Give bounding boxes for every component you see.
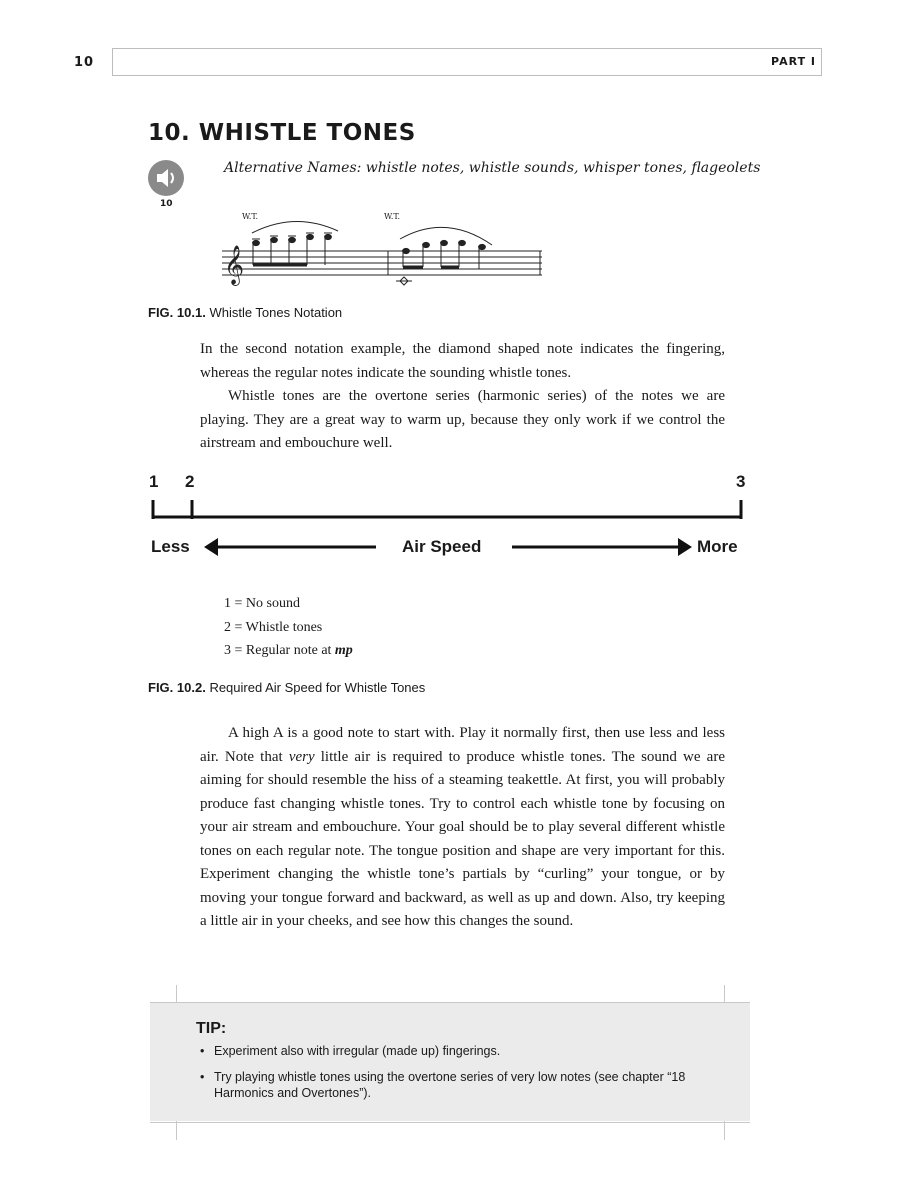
figure-number-2: FIG. 10.2. [148,680,206,695]
notation-marking-2: W.T. [384,212,401,221]
intro-paragraphs [200,338,725,456]
figure-caption-text-1: Whistle Tones Notation [209,305,343,320]
tip-item: • Experiment also with irregular (made up) fingerings. [200,1043,720,1059]
dynamic-marking: mp [334,643,353,658]
running-header-bar [112,48,822,76]
notation-marking-1: W.T. [242,212,259,221]
scale-point-2: 2 [185,472,195,491]
guide-line [150,1122,750,1123]
figure-caption-2 [148,680,425,695]
scale-point-1: 1 [149,472,159,491]
scale-label-air-speed: Air Speed [402,537,482,556]
legend-item: 1 = No sound [224,596,300,611]
scale-legend [224,592,353,663]
figure-caption-1 [148,305,342,320]
figure-caption-text-2: Required Air Speed for Whistle Tones [209,680,426,695]
scale-point-3: 3 [736,472,746,491]
paragraph: In the second notation example, the diamond shaped note indicates the fingering, whereas the regular notes indicate the sounding whistle tones. [200,341,725,381]
figure-number-1: FIG. 10.1. [148,305,206,320]
speaker-icon[interactable] [148,160,184,196]
part-label: PART I [771,55,816,68]
tip-list [200,1043,720,1111]
page-number: 10 [74,55,95,70]
track-number: 10 [160,199,173,209]
tip-item: • Try playing whistle tones using the overtone series of very low notes (see chapter “18 Harmonics and Overtones”). [200,1069,720,1101]
scale-label-less: Less [151,537,190,556]
emphasis: very [288,748,315,765]
chapter-title: 10. WHISTLE TONES [148,120,416,146]
legend-item: 3 = Regular note at mp [224,643,353,658]
treble-clef-icon: 𝄞 [224,245,245,285]
main-paragraph: A high A is a good note to start with. Play it normally first, then use less and less air. Note that very little air is required to produce whistle tones. The sound we are aiming for should resemble the hiss of a steaming teakettle. At first, you will probably produce fast changing whistle tones. Try to control each whistle tone by focusing on your air stream and embouchure. Your goal should be to play several different whistle tones on each regular note. The tongue position and shape are very important for this. Experiment changing the whistle tone’s partials by “curling” your tongue, or by moving your tongue forward and backward, as well as up and down. Also, try keeping a little air in your cheeks, and see how this changes the sound. [200,725,725,929]
alternative-names: Alternative Names: whistle notes, whistle sounds, whisper tones, flageolets [224,160,761,176]
legend-item: 2 = Whistle tones [224,619,323,635]
whistle-tones-notation [210,205,550,299]
tip-title: TIP: [196,1020,227,1037]
paragraph: Whistle tones are the overtone series (harmonic series) of the notes we are playing. They are a great way to warm up, because they only work if we control the airstream and embouchure well. [200,388,725,451]
scale-label-more: More [697,537,738,556]
